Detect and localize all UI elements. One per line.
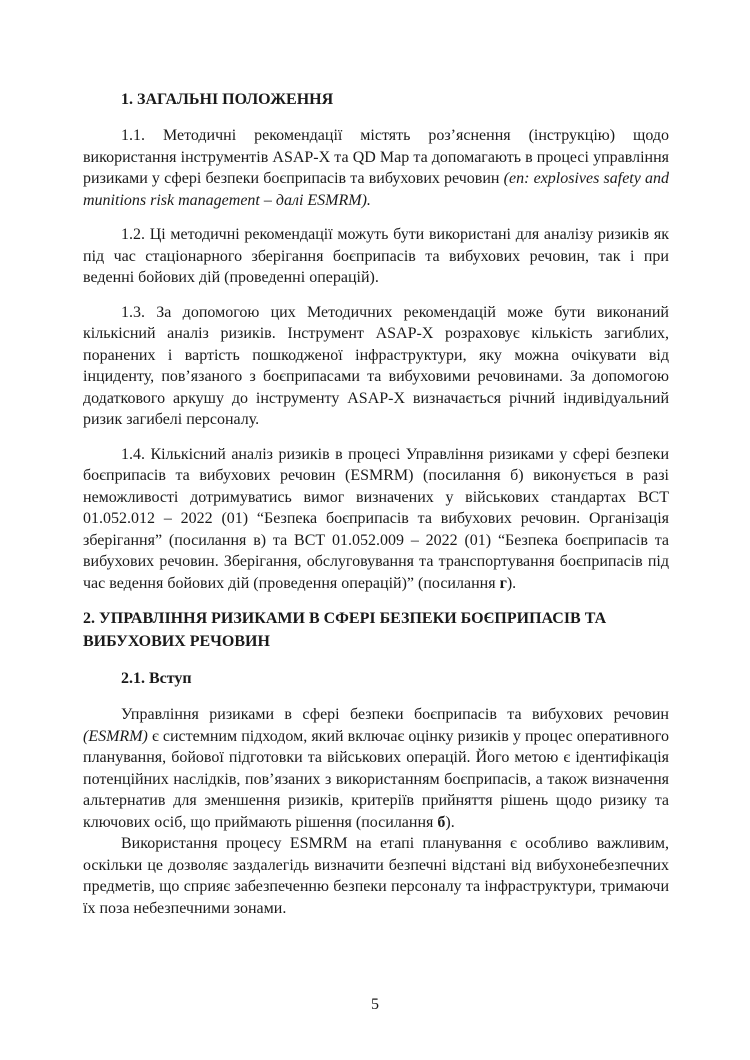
page-content — [83, 88, 669, 932]
paragraph-2-1-start: Управління ризиками в сфері безпеки боєприпасів та вибухових речовин — [121, 706, 669, 723]
paragraph-2-1-text: є системним підходом, який включає оцінку ризиків у процес оперативного планування, бойової підготовки та військових операцій. Його метою є ідентифікація потенційних наслідків, пов’язаних з використанням боєприпасів, а також визначення альтернатив для зменшення ризиків, критеріїв прийняття рішень щодо ризику та ключових осіб, що приймають рішення (посилання — [83, 727, 669, 831]
paragraph-1-4-text: 1.4. Кількісний аналіз ризиків в процесі Управління ризиками у сфері безпеки боєприпасів та вибухових речовин (ESMRM) (посилання б) виконується в разі неможливості дотримуватись вимог визначених у військових стандартах ВСТ 01.052.012 – 2022 (01) “Безпека боєприпасів та вибухових речовин. Організація зберігання” (посилання в) та ВСТ 01.052.009 – 2022 (01) “Безпека боєприпасів та вибухових речовин. Зберігання, обслуговування та транспортування боєприпасів під час ведення бойових дій (проведення операцій)” (посилання — [83, 445, 669, 592]
paragraph-1-4-end: ). — [506, 574, 517, 592]
paragraph-2-1-end: ). — [445, 813, 455, 831]
paragraph-1-4 — [83, 444, 669, 595]
paragraph-1-1-italic: (en: explosives safety and munitions risk management – далі ESMRM). — [83, 170, 670, 209]
section-2-heading: 2. УПРАВЛІННЯ РИЗИКАМИ В СФЕРІ БЕЗПЕКИ БОЄПРИПАСІВ ТА ВИБУХОВИХ РЕЧОВИН — [83, 610, 607, 650]
paragraph-1-3: 1.3. За допомогою цих Методичних рекомендацій може бути виконаний кількісний аналіз ризиків. Інструмент ASAP-X розраховує кількість загиблих, поранених і вартість пошкодженої інфраструктури, яку можна очікувати від інциденту, пов’язаного з боєприпасами та вибуховими речовинами. За допомогою додаткового аркушу до інструменту ASAP-X визначається річний індивідуальний ризик загибелі персоналу. — [83, 303, 669, 428]
paragraph-1-1 — [83, 125, 669, 211]
paragraph-1-2: 1.2. Ці методичні рекомендації можуть бути використані для аналізу ризиків як під час стаціонарного зберігання боєприпасів та вибухових речовин, так і при веденні бойових дій (проведенні операцій). — [83, 226, 669, 286]
paragraph-2-1 — [83, 704, 669, 833]
paragraph-1-4-bold-ref: г — [499, 574, 507, 592]
paragraph-2-2: Використання процесу ESMRM на етапі планування є особливо важливим, оскільки це дозволяє заздалегідь визначити безпечні відстані від вибухонебезпечних предметів, що сприяє забезпеченню безпеки персоналу та інфраструктури, тримаючи їх поза небезпечними зонами. — [83, 835, 669, 917]
paragraph-2-1-italic: (ESMRM) — [83, 727, 148, 745]
subsection-2-1-heading: 2.1. Вступ — [121, 670, 192, 687]
paragraph-1-1-text: 1.1. Методичні рекомендації містять роз’яснення (інструкцію) щодо використання інструментів ASAP-X та QD Map та допомагають в процесі управління ризиками у сфері безпеки боєприпасів та вибухових речовин — [83, 127, 669, 187]
paragraph-2-1-bold-ref: б — [437, 813, 446, 831]
page-number: 5 — [371, 996, 379, 1013]
section-1-heading: 1. ЗАГАЛЬНІ ПОЛОЖЕННЯ — [121, 91, 334, 108]
